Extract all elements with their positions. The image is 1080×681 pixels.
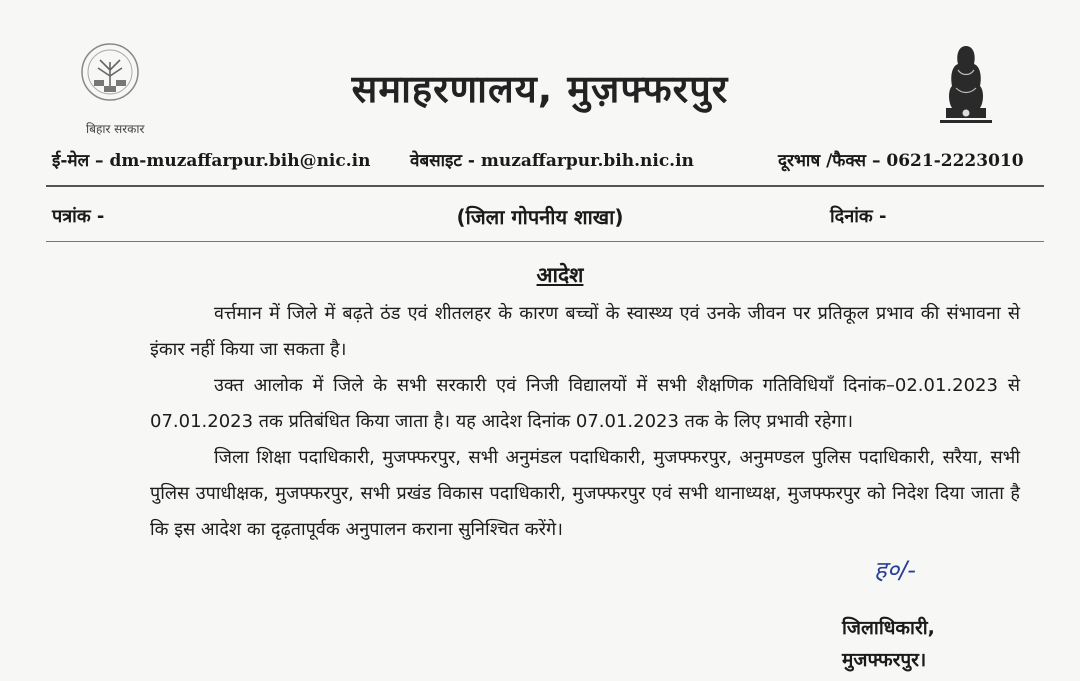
email-line — [52, 148, 370, 171]
signature-mark-text: ह०/- — [874, 556, 916, 584]
signatory-district: मुजफ्फरपुर। — [842, 649, 927, 671]
phone-label: दूरभाष /फैक्स – — [778, 151, 881, 171]
reference-divider — [46, 241, 1044, 242]
email-label: ई-मेल – — [52, 151, 104, 171]
phone-value: 0621-2223010 — [886, 151, 1024, 171]
website-value: muzaffarpur.bih.nic.in — [480, 151, 694, 171]
header-divider — [46, 185, 1044, 187]
date-label: दिनांक - — [830, 206, 887, 227]
letter-number-label: पत्रांक - — [52, 206, 105, 227]
signatory-block — [842, 612, 935, 676]
order-paragraph-3: जिला शिक्षा पदाधिकारी, मुजफ्फरपुर, सभी अनुमंडल पदाधिकारी, मुजफ्फरपुर, अनुमण्डल पुलिस पदाधिकारी, सरैया, सभी पुलिस उपाधीक्षक, मुजफ्फरपुर, सभी प्रखंड विकास पदाधिकारी, मुजफ्फरपुर एवं सभी थानाध्यक्ष, मुजफ्फरपुर को निदेश दिया जाता है कि इस आदेश का दृढ़तापूर्वक अनुपालन कराना सुनिश्चित करेंगे। — [150, 447, 1020, 540]
website-label: वेबसाइट - — [410, 151, 475, 171]
order-paragraph-2: उक्त आलोक में जिले के सभी सरकारी एवं निजी विद्यालयों में सभी शैक्षणिक गतिविधियाँ दिनांक–02.01.2023 से 07.01.2023 तक प्रतिबंधित किया जाता है। यह आदेश दिनांक 07.01.2023 तक के लिए प्रभावी रहेगा। — [150, 375, 1020, 432]
email-value: dm-muzaffarpur.bih@nic.in — [109, 151, 371, 171]
order-body — [150, 296, 1020, 548]
national-emblem-icon — [936, 40, 996, 134]
branch-name: (जिला गोपनीय शाखा) — [456, 205, 624, 229]
office-title: समाहरणालय, मुज़फ्फरपुर — [351, 67, 729, 111]
state-caption: बिहार सरकार — [86, 122, 145, 136]
phone-line — [778, 148, 1024, 171]
signature-mark — [872, 550, 942, 590]
website-line — [410, 148, 694, 171]
signatory-designation: जिलाधिकारी, — [842, 617, 935, 639]
order-paragraph-1: वर्त्तमान में जिले में बढ़ते ठंड एवं शीतलहर के कारण बच्चों के स्वास्थ्य एवं उनके जीवन पर प्रतिकूल प्रभाव की संभावना से इंकार नहीं किया जा सकता है। — [150, 303, 1020, 360]
order-heading: आदेश — [536, 263, 584, 287]
